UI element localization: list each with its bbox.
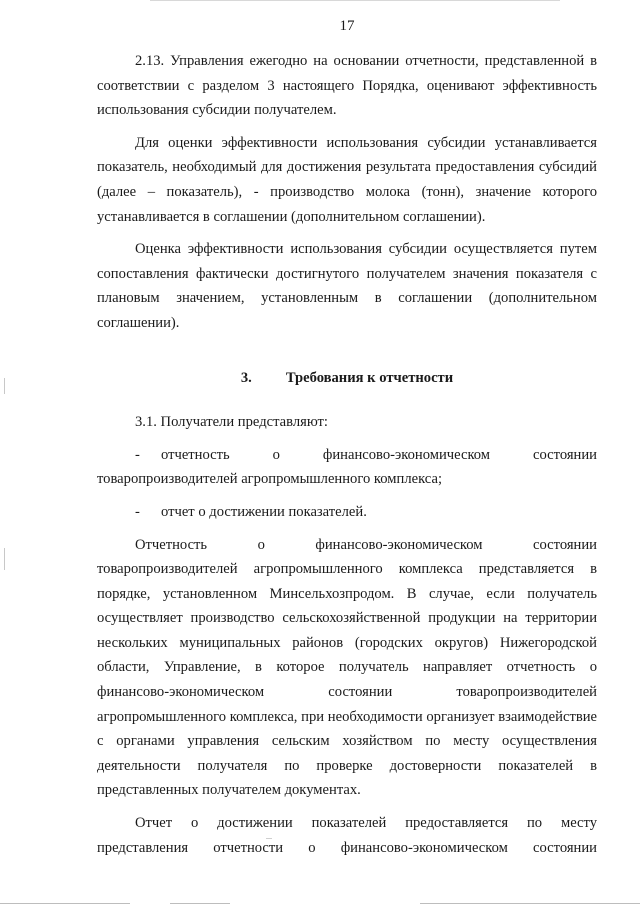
list-dash: - [135,503,140,520]
section-heading [97,366,597,391]
list-item-text: отчет о достижении показателей. [161,503,367,520]
scan-dot [266,838,272,839]
scan-edge-line [420,903,640,904]
paragraph-3-1: 3.1. Получатели представляют: [135,414,328,431]
paragraph-report-submission: Отчет о достижении показателей предоставляется по месту представления отчетности о финансово-экономическом состоянии [97,815,597,856]
paragraph-evaluation: Оценка эффективности использования субсидии осуществляется путем сопоставления фактически достигнутого получателем значения показателя с плановым значением, установленным в соглашении (дополнительном соглашении). [97,241,597,331]
list-item-text: отчетность о финансово-экономическом состоянии товаропроизводителей агропромышленного комплекса; [97,446,597,488]
scan-edge-line [150,0,560,1]
section-number: 3. [240,369,252,386]
scan-edge-line [0,903,130,904]
section-title: Требования к отчетности [285,369,454,386]
list-item [97,500,597,525]
paragraph-2-13: 2.13. Управления ежегодно на основании отчетности, представленной в соответствии с разделом 3 настоящего Порядка, оценивают эффективность использования субсидии получателем. [97,53,597,119]
paragraph-indicator: Для оценки эффективности использования субсидии устанавливается показатель, необходимый для достижения результата предоставления субсидий (далее – показатель), - производство молока (тонн), значение которого устанавливается в соглашении (дополнительном соглашении). [97,134,597,225]
list-item [97,443,597,492]
scan-margin-mark [4,378,5,394]
page-number: 17 [339,18,355,34]
scan-margin-mark [4,548,5,570]
document-body [97,49,597,868]
paragraph-reporting: Отчетность о финансово-экономическом состоянии товаропроизводителей агропромышленного комплекса представляется в порядке, установленном Минсельхозпродом. В случае, если получатель осуществляет производство сельскохозяйственной продукции на территории нескольких муниципальных районов (городских округов) Нижегородской области, Управление, в которое получатель направляет отчетность о финансово-экономическом состоянии товаропроизводителей агропромышленного комплекса, при необходимости организует взаимодействие с органами управления сельским хозяйством по месту осуществления деятельности получателя по проверке достоверности показателей в представленных получателем документах. [97,536,597,799]
list-dash: - [135,446,140,463]
scan-edge-line [170,903,230,904]
